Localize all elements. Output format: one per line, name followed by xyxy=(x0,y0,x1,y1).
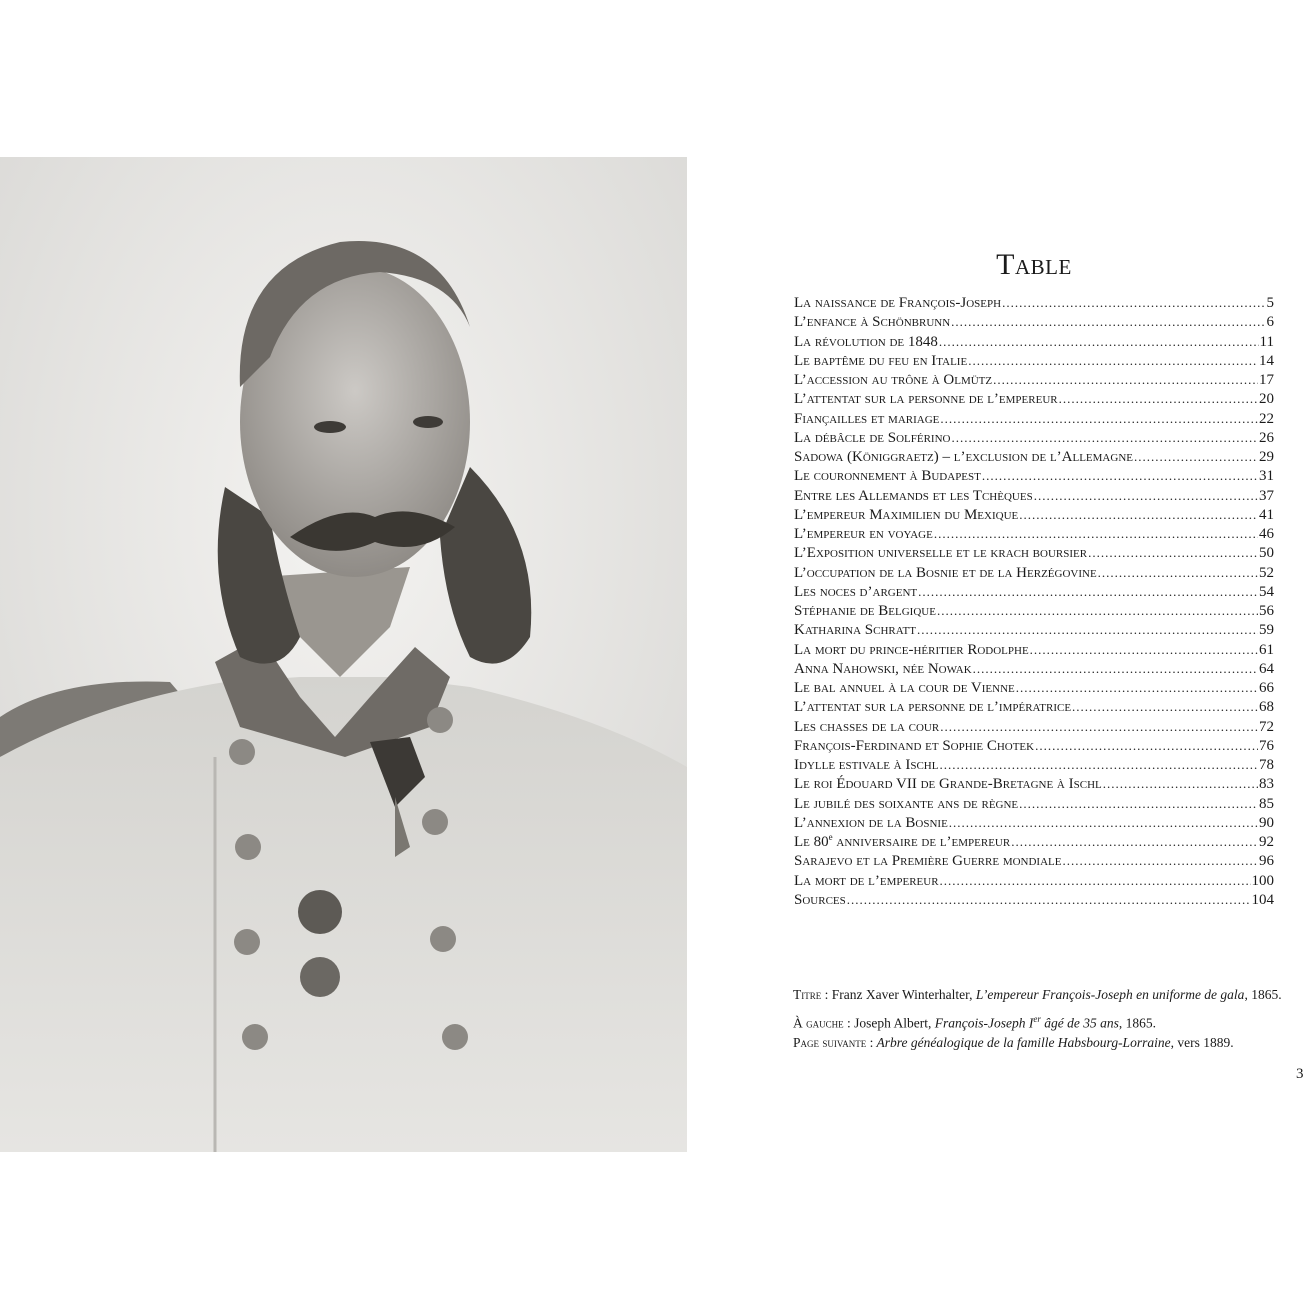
toc-dot-leader xyxy=(1134,447,1258,466)
toc-entry-title: L’attentat sur la personne de l’impératrice xyxy=(794,699,1072,716)
toc-entry-title: L’enfance à Schönbrunn xyxy=(794,314,951,331)
toc-entry-title: Entre les Allemands et les Tchèques xyxy=(794,487,1033,504)
toc-entry-page: 14 xyxy=(1259,352,1274,369)
toc-entry-title: Le couronnement à Budapest xyxy=(794,468,981,485)
toc-entry-page: 26 xyxy=(1259,429,1274,446)
toc-entry-page: 61 xyxy=(1259,641,1274,658)
toc-entry-title: Les noces d’argent xyxy=(794,583,918,600)
toc-entry-title: Le jubilé des soixante ans de règne xyxy=(794,795,1019,812)
toc-entry xyxy=(794,620,1274,639)
toc-dot-leader xyxy=(1011,832,1258,851)
toc-entry-title: Le roi Édouard VII de Grande-Bretagne à Ischl xyxy=(794,776,1102,793)
toc-entry-page: 56 xyxy=(1259,603,1274,619)
toc-entry-page: 29 xyxy=(1259,449,1274,465)
toc-entry-page: 96 xyxy=(1259,853,1274,870)
toc-entry-title: François-Ferdinand et Sophie Chotek xyxy=(794,737,1035,754)
toc-entry-title: Idylle estivale à Ischl xyxy=(794,757,939,773)
toc-entry-page: 92 xyxy=(1259,834,1274,850)
toc-entry-title: L’empereur en voyage xyxy=(794,526,933,542)
toc-entry-page: 6 xyxy=(1266,314,1274,331)
toc-entry xyxy=(794,832,1274,851)
toc-entry-title: L’accession au trône à Olmütz xyxy=(794,372,993,388)
toc-dot-leader xyxy=(1035,736,1258,755)
toc-entry xyxy=(794,678,1274,697)
toc-entry-page: 22 xyxy=(1259,410,1274,427)
toc-entry xyxy=(794,871,1274,890)
toc-dot-leader xyxy=(940,871,1251,890)
toc-entry-page: 66 xyxy=(1259,680,1274,696)
toc-entry-title: Le bal annuel à la cour de Vienne xyxy=(794,680,1015,696)
toc-dot-leader xyxy=(917,620,1258,639)
toc-dot-leader xyxy=(1098,563,1258,582)
toc-entry-title: L’empereur Maximilien du Mexique xyxy=(794,506,1019,523)
toc-entry xyxy=(794,293,1274,312)
toc-entry-title: Katharina Schratt xyxy=(794,622,916,639)
toc-dot-leader xyxy=(1034,486,1258,505)
caption-label: Titre : xyxy=(793,987,829,1002)
toc-entry-page: 37 xyxy=(1259,487,1274,504)
toc-entry-title: Sadowa (Königgraetz) – l’exclusion de l’Allemagne xyxy=(794,449,1133,465)
toc-dot-leader xyxy=(973,659,1258,678)
toc-entry xyxy=(794,447,1274,466)
toc-entry xyxy=(794,659,1274,678)
toc-entry-page: 11 xyxy=(1259,333,1274,350)
toc-entry xyxy=(794,582,1274,601)
toc-entry-page: 100 xyxy=(1251,872,1274,889)
toc-entry-page: 50 xyxy=(1259,545,1274,562)
toc-entry-page: 83 xyxy=(1259,776,1274,793)
toc-entry xyxy=(794,794,1274,813)
toc-dot-leader xyxy=(1016,678,1258,697)
toc-entry-page: 46 xyxy=(1259,526,1274,542)
toc-entry xyxy=(794,543,1274,562)
toc-entry-page: 41 xyxy=(1259,506,1274,523)
toc-entry xyxy=(794,851,1274,870)
toc-entry-title: L’attentat sur la personne de l’empereur xyxy=(794,391,1058,408)
toc-title: Table xyxy=(996,248,1072,281)
toc-entry xyxy=(794,312,1274,331)
toc-entry-page: 54 xyxy=(1259,583,1274,600)
caption-page-suivante: Page suivante : Arbre généalogique de la famille Habsbourg-Lorraine, vers 1889. xyxy=(793,1035,1234,1050)
toc-entry xyxy=(794,524,1274,543)
toc-dot-leader xyxy=(1062,851,1258,870)
caption-titre: Titre : Franz Xaver Winterhalter, L’empereur François-Joseph en uniforme de gala, 1865. xyxy=(793,987,1282,1002)
portrait-photo xyxy=(0,157,687,1152)
toc-entry-page: 76 xyxy=(1259,737,1274,754)
toc-dot-leader xyxy=(918,582,1258,601)
table-of-contents xyxy=(794,293,1274,909)
toc-dot-leader xyxy=(982,466,1258,485)
toc-entry-page: 104 xyxy=(1251,891,1274,908)
toc-dot-leader xyxy=(934,524,1258,543)
toc-dot-leader xyxy=(940,409,1258,428)
toc-dot-leader xyxy=(1072,697,1258,716)
toc-entry-title: La naissance de François-Joseph xyxy=(794,295,1002,311)
toc-entry-page: 5 xyxy=(1266,295,1274,311)
toc-entry xyxy=(794,640,1274,659)
toc-entry-page: 64 xyxy=(1259,660,1274,677)
toc-entry xyxy=(794,697,1274,716)
toc-dot-leader xyxy=(993,370,1258,389)
caption-a-gauche: À gauche : Joseph Albert, François-Joseph Ier âgé de 35 ans, 1865. xyxy=(793,1014,1156,1031)
toc-entry xyxy=(794,486,1274,505)
toc-entry-title: Sources xyxy=(794,891,846,908)
toc-dot-leader xyxy=(937,601,1258,620)
caption-label: À gauche : xyxy=(793,1015,851,1031)
toc-entry xyxy=(794,813,1274,832)
toc-entry xyxy=(794,717,1274,736)
toc-entry-title: La mort du prince-héritier Rodolphe xyxy=(794,641,1029,658)
toc-entry xyxy=(794,890,1274,909)
toc-dot-leader xyxy=(1059,389,1258,408)
toc-dot-leader xyxy=(847,890,1251,909)
toc-entry-page: 78 xyxy=(1259,757,1274,773)
toc-entry-title: Stéphanie de Belgique xyxy=(794,603,936,619)
toc-entry-page: 85 xyxy=(1259,795,1274,812)
toc-entry-page: 72 xyxy=(1259,718,1274,735)
toc-entry-title: La mort de l’empereur xyxy=(794,872,939,889)
toc-entry-page: 59 xyxy=(1259,622,1274,639)
toc-dot-leader xyxy=(968,351,1258,370)
toc-dot-leader xyxy=(951,312,1265,331)
toc-entry xyxy=(794,601,1274,620)
toc-entry xyxy=(794,505,1274,524)
toc-entry-page: 52 xyxy=(1259,564,1274,581)
toc-entry xyxy=(794,466,1274,485)
toc-entry-title: L’Exposition universelle et le krach boursier xyxy=(794,545,1088,562)
toc-entry-title: L’occupation de la Bosnie et de la Herzégovine xyxy=(794,564,1097,581)
toc-entry xyxy=(794,332,1274,351)
toc-dot-leader xyxy=(940,717,1258,736)
toc-entry xyxy=(794,409,1274,428)
toc-dot-leader xyxy=(1019,505,1258,524)
toc-entry-title: Fiançailles et mariage xyxy=(794,410,940,427)
caption-label: Page suivante : xyxy=(793,1035,874,1050)
toc-entry xyxy=(794,774,1274,793)
toc-dot-leader xyxy=(1019,794,1258,813)
toc-dot-leader xyxy=(1088,543,1258,562)
toc-entry-page: 17 xyxy=(1259,372,1274,388)
toc-entry-page: 20 xyxy=(1259,391,1274,408)
toc-dot-leader xyxy=(939,332,1259,351)
toc-entry-title: Le 80e anniversaire de l’empereur xyxy=(794,832,1011,850)
toc-entry xyxy=(794,736,1274,755)
toc-entry-title: La révolution de 1848 xyxy=(794,333,938,350)
toc-entry-title: L’annexion de la Bosnie xyxy=(794,814,948,831)
toc-entry-title: Anna Nahowski, née Nowak xyxy=(794,660,972,677)
toc-entry-title: Sarajevo et la Première Guerre mondiale xyxy=(794,853,1062,870)
photo-captions xyxy=(793,983,1293,1055)
page-number: 3 xyxy=(1296,1066,1304,1082)
toc-entry xyxy=(794,755,1274,774)
toc-dot-leader xyxy=(1030,640,1258,659)
toc-dot-leader xyxy=(939,755,1258,774)
toc-entry xyxy=(794,428,1274,447)
toc-entry-title: La débâcle de Solférino xyxy=(794,429,951,446)
toc-entry xyxy=(794,389,1274,408)
toc-dot-leader xyxy=(1002,293,1265,312)
toc-entry xyxy=(794,351,1274,370)
toc-entry-title: Les chasses de la cour xyxy=(794,718,940,735)
toc-entry xyxy=(794,563,1274,582)
toc-entry xyxy=(794,370,1274,389)
portrait-image xyxy=(0,157,687,1152)
toc-dot-leader xyxy=(949,813,1258,832)
toc-entry-title: Le baptême du feu en Italie xyxy=(794,352,968,369)
toc-dot-leader xyxy=(951,428,1258,447)
toc-entry-page: 68 xyxy=(1259,699,1274,716)
toc-dot-leader xyxy=(1103,774,1258,793)
toc-entry-page: 31 xyxy=(1259,468,1274,485)
toc-entry-page: 90 xyxy=(1259,814,1274,831)
